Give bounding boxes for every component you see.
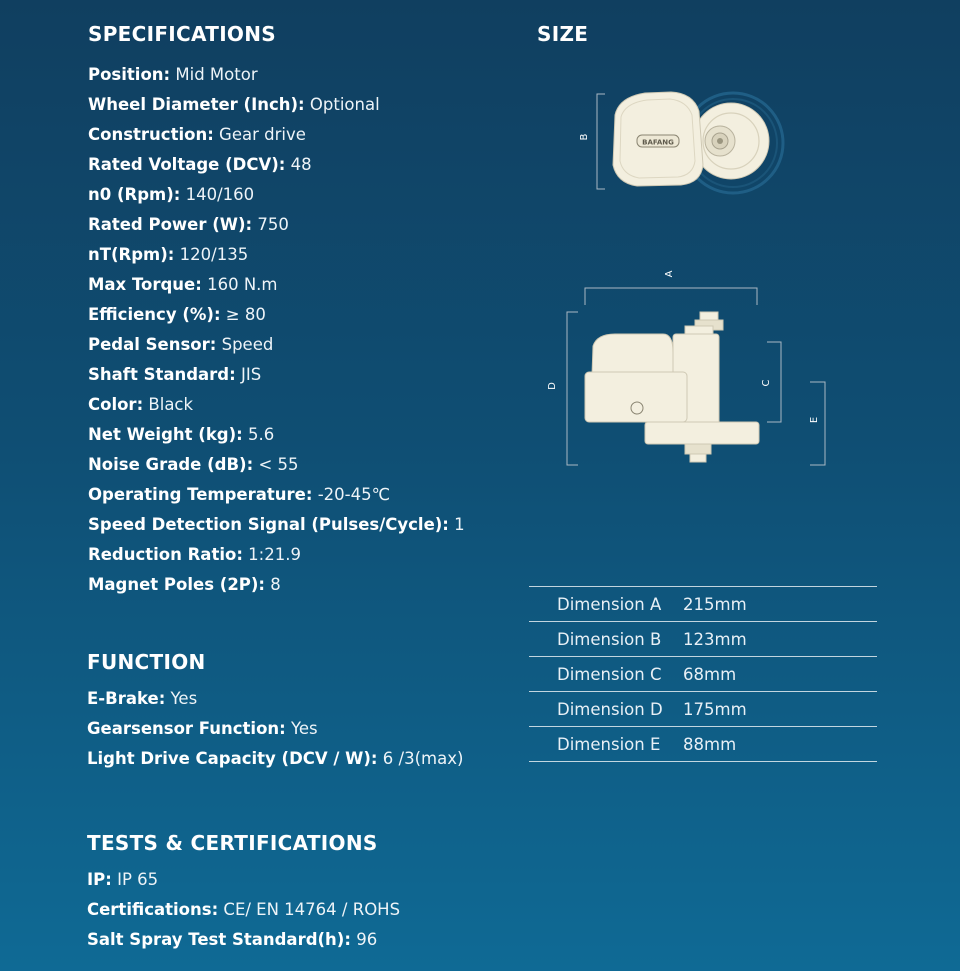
- spec-label: Magnet Poles (2P):: [88, 575, 266, 594]
- spec-item: [88, 60, 465, 90]
- spec-label: Shaft Standard:: [88, 365, 236, 384]
- function-list: [87, 684, 463, 774]
- spec-item: [88, 180, 465, 210]
- spec-item: [88, 540, 465, 570]
- spec-item: [88, 510, 465, 540]
- spec-label: Rated Power (W):: [88, 215, 253, 234]
- dimension-value: 215mm: [683, 594, 747, 614]
- spec-item: [88, 570, 465, 600]
- spec-value: 160 N.m: [207, 275, 278, 294]
- tests-list: [87, 865, 400, 955]
- dimension-value: 68mm: [683, 664, 737, 684]
- diagram-label-c: C: [761, 379, 772, 387]
- spec-item: [88, 90, 465, 120]
- dimension-row: [529, 587, 877, 622]
- function-value: Yes: [170, 689, 198, 708]
- spec-item: [88, 450, 465, 480]
- spec-value: 140/160: [185, 185, 255, 204]
- spec-item: [88, 210, 465, 240]
- spec-label: Wheel Diameter (Inch):: [88, 95, 305, 114]
- dimension-row: [529, 657, 877, 692]
- spec-value: 1: [454, 515, 465, 534]
- dimension-name: Dimension E: [557, 734, 661, 754]
- spec-value: Black: [148, 395, 194, 414]
- function-item: [87, 744, 463, 774]
- spec-label: Speed Detection Signal (Pulses/Cycle):: [88, 515, 449, 534]
- function-label: E-Brake:: [87, 689, 166, 708]
- spec-label: Construction:: [88, 125, 214, 144]
- spec-value: 1:21.9: [248, 545, 301, 564]
- spec-item: [88, 120, 465, 150]
- diagram-label-d: D: [547, 382, 558, 390]
- spec-value: 48: [290, 155, 312, 174]
- diagram-label-a: A: [664, 270, 675, 278]
- spec-item: [88, 420, 465, 450]
- spec-label: nT(Rpm):: [88, 245, 175, 264]
- function-value: 6 /3(max): [382, 749, 464, 768]
- function-item: [87, 714, 463, 744]
- spec-label: Efficiency (%):: [88, 305, 221, 324]
- spec-label: Net Weight (kg):: [88, 425, 243, 444]
- tests-certifications-heading: TESTS & CERTIFICATIONS: [87, 831, 378, 855]
- function-item: [87, 684, 463, 714]
- spec-label: Pedal Sensor:: [88, 335, 217, 354]
- spec-value: Gear drive: [219, 125, 306, 144]
- spec-label: Max Torque:: [88, 275, 202, 294]
- dimension-a-bracket: [585, 288, 757, 305]
- spec-value: Mid Motor: [175, 65, 258, 84]
- dimension-name: Dimension B: [557, 629, 662, 649]
- spec-item: [88, 330, 465, 360]
- dimension-row: [529, 622, 877, 657]
- test-label: IP:: [87, 870, 112, 889]
- specifications-heading: SPECIFICATIONS: [88, 22, 276, 46]
- dimension-value: 123mm: [683, 629, 747, 649]
- function-heading: FUNCTION: [87, 650, 206, 674]
- dimension-d-bracket: [567, 312, 578, 465]
- dimension-name: Dimension A: [557, 594, 662, 614]
- function-label: Gearsensor Function:: [87, 719, 286, 738]
- dimension-b-bracket: [597, 94, 605, 189]
- test-item: [87, 865, 400, 895]
- spec-item: [88, 390, 465, 420]
- test-value: IP 65: [117, 870, 159, 889]
- spec-label: Reduction Ratio:: [88, 545, 243, 564]
- diagram-label-e: E: [809, 416, 820, 424]
- spec-label: Operating Temperature:: [88, 485, 313, 504]
- spec-value: Optional: [309, 95, 380, 114]
- spec-label: n0 (Rpm):: [88, 185, 181, 204]
- size-heading: SIZE: [537, 22, 589, 46]
- dimension-name: Dimension D: [557, 699, 663, 719]
- spec-item: [88, 300, 465, 330]
- dimension-row: [529, 727, 877, 762]
- dimension-name: Dimension C: [557, 664, 662, 684]
- specifications-list: [88, 60, 465, 600]
- spec-item: [88, 480, 465, 510]
- spec-value: -20-45℃: [317, 485, 391, 504]
- spec-item: [88, 360, 465, 390]
- spec-label: Rated Voltage (DCV):: [88, 155, 286, 174]
- test-item: [87, 895, 400, 925]
- spec-label: Position:: [88, 65, 171, 84]
- dimension-value: 175mm: [683, 699, 747, 719]
- spec-value: 5.6: [248, 425, 275, 444]
- test-label: Certifications:: [87, 900, 219, 919]
- spec-value: ≥ 80: [225, 305, 266, 324]
- function-label: Light Drive Capacity (DCV / W):: [87, 749, 378, 768]
- spec-label: Color:: [88, 395, 144, 414]
- motor-side-body: [585, 312, 759, 462]
- test-value: 96: [356, 930, 378, 949]
- dimensions-table: [529, 586, 877, 762]
- test-label: Salt Spray Test Standard(h):: [87, 930, 351, 949]
- dimension-row: [529, 692, 877, 727]
- spec-item: [88, 240, 465, 270]
- spec-value: < 55: [258, 455, 299, 474]
- spec-value: 8: [270, 575, 281, 594]
- brand-logo-text: BAFANG: [642, 138, 674, 147]
- diagram-label-b: B: [579, 133, 590, 141]
- function-value: Yes: [291, 719, 318, 738]
- spec-value: 750: [257, 215, 289, 234]
- spec-item: [88, 270, 465, 300]
- test-value: CE/ EN 14764 / ROHS: [223, 900, 401, 919]
- test-item: [87, 925, 400, 955]
- dimension-value: 88mm: [683, 734, 737, 754]
- spec-value: 120/135: [179, 245, 249, 264]
- motor-top-view-diagram: [575, 75, 790, 225]
- spec-value: Speed: [221, 335, 274, 354]
- spec-label: Noise Grade (dB):: [88, 455, 254, 474]
- spec-value: JIS: [240, 365, 262, 384]
- spec-item: [88, 150, 465, 180]
- motor-side-view-diagram: [545, 262, 835, 472]
